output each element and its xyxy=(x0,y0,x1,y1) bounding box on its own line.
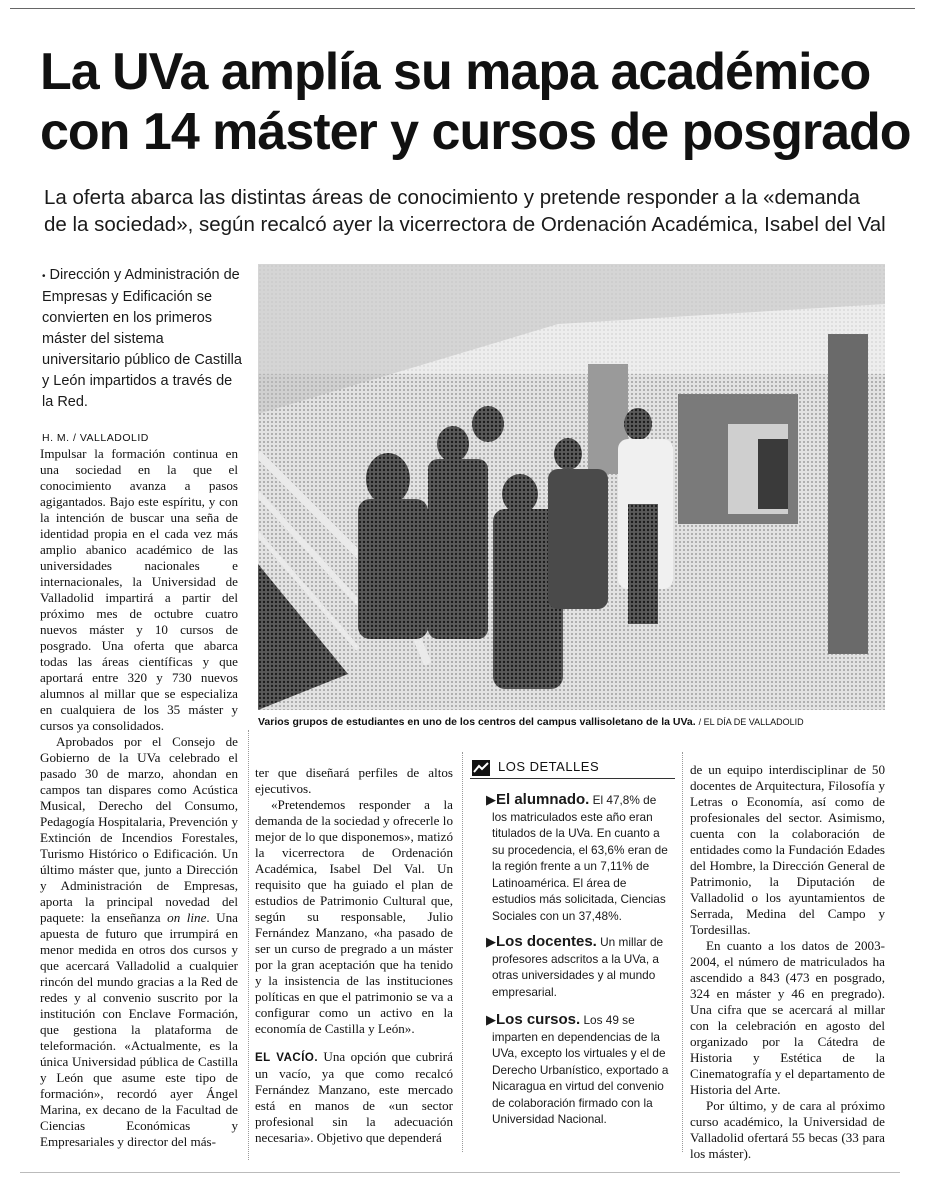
sidebox-item-lead: El alumnado. xyxy=(496,791,590,808)
sidebox-item-alumnado xyxy=(486,791,672,924)
caption-text: Varios grupos de estudiantes en uno de los centros del campus vallisoletano de la UVa. xyxy=(258,716,696,728)
sidebox-title: LOS DETALLES xyxy=(498,759,600,774)
arrow-icon: ▶ xyxy=(486,934,496,949)
article-photo xyxy=(258,264,885,710)
section-kicker: EL VACÍO. xyxy=(255,1052,319,1064)
paragraph-2 xyxy=(40,734,238,1150)
sidebox-item-cursos xyxy=(486,1011,672,1128)
column-2-paragraph-3-text: Una opción que cubrirá un vacío, ya que como recalcó Fernández Manzano, este mercado está en manos de «un sector profesional sin la adecuación necesaria». Objetivo que dependerá xyxy=(255,1049,453,1145)
online-emphasis: on line xyxy=(167,910,207,925)
intro-summary xyxy=(42,265,242,413)
bottom-rule xyxy=(20,1172,900,1173)
photo-caption xyxy=(258,716,804,728)
sidebox-item-text: Los 49 se imparten en dependencias de la UVa, excepto los virtuales y el de Derecho Urbanístico, exportado a Nicaragua en virtud del convenio de colaboración firmado con la Universidad Nacional. xyxy=(492,1013,669,1126)
column-divider xyxy=(462,752,463,1152)
column-divider xyxy=(248,730,249,1160)
column-4-paragraph-2: En cuanto a los datos de 2003-2004, el número de matriculados ha ascendido a 843 (473 en posgrado, 324 en máster y 46 en pregrado). Una cifra que se acercará al millar con la celebración en agosto del organizado por la Cátedra de Historia y Estética de la Cinematografía y el departamento de Historia del Arte. xyxy=(690,938,885,1097)
intro-text: Dirección y Administración de Empresas y Edificación se convierten en los primeros máster del sistema universitario público de Castilla y León impartidos a través de la Red. xyxy=(42,267,242,410)
paragraph-1: Impulsar la formación continua en una sociedad en la que el conocimiento avanza a pasos agigantados. Bajo este espíritu, y con la intención de buscar una seña de identidad propia en el cada vez más amplio abanico académico de las universidades nacionales e internacionales, la Universidad de Valladolid impartirá a partir del próximo mes de octubre cuatro nuevos máster y 10 cursos de posgrado. Una oferta que abarca todas las áreas científicas y que aportará entre 320 y 730 nuevos alumnos al millar que se especializa en cualquiera de los 35 máster y cursos ya consolidados. xyxy=(40,446,238,733)
column-2-paragraph-2: «Pretendemos responder a la demanda de la sociedad y ofrecerle lo mejor de lo que disponemos», matizó la vicerrectora de Ordenación Académica, Isabel Del Val. Un requisito que ha guiado el plan de estudios de Patrimonio Cultural que, según su responsable, Julio Fernández Manzano, «ha pasado de ser un curso de pregrado a un máster por la gran aceptación que ha tenido y la insistencia de las instituciones políticas en que el patrimonio se va a configurar como un activo en la economía de Castilla y León». xyxy=(255,797,453,1036)
headline-line-2: con 14 máster y cursos de posgrado xyxy=(40,103,911,161)
article-column-1-bottom xyxy=(40,734,238,1150)
paragraph-2-part-a: Aprobados por el Consejo de Gobierno de la UVa celebrado el pasado 30 de marzo, ahondan en campos tan dispares como Acústica Musical, Derecho del Consumo, Pedagogía Hospitalaria, Prevención y Extinción de Incendios Forestales, Turismo Histórico o Edificación. Un último máster que, junto a Dirección y Administración de Empresas, aporta la principal novedad del paquete: la enseñanza xyxy=(40,734,238,925)
students-photo-illustration xyxy=(258,264,885,710)
article-column-4 xyxy=(690,762,885,1162)
intro-bullet: • xyxy=(42,271,46,282)
sidebox-item-text: Un millar de profesores adscritos a la UVa, a otras universidades y al mundo empresarial. xyxy=(492,935,664,999)
sidebox-header xyxy=(470,758,675,779)
details-sidebox xyxy=(470,758,675,1143)
column-2-paragraph-3 xyxy=(255,1049,453,1146)
sidebox-item-lead: Los cursos. xyxy=(496,1011,581,1028)
column-divider xyxy=(682,752,683,1152)
sidebox-item-lead: Los docentes. xyxy=(496,933,597,950)
trend-chart-icon xyxy=(472,760,490,776)
subheadline-line-2: de la sociedad», según recalcó ayer la vicerrectora de Ordenación Académica, Isabel del Val xyxy=(44,213,886,236)
column-4-paragraph-3: Por último, y de cara al próximo curso académico, la Universidad de Valladolid ofertará 55 becas (33 para los máster). xyxy=(690,1098,885,1161)
arrow-icon: ▶ xyxy=(486,792,496,807)
arrow-icon: ▶ xyxy=(486,1012,496,1027)
sidebox-item-docentes xyxy=(486,933,672,1000)
sidebox-item-text: El 47,8% de los matriculados este año eran titulados de la UVa. En cuanto a su procedencia, el 63,6% eran de la región frente a un 7,11% de Latinoamérica. El área de estudios más solicitada, Ciencias Sociales con un 37,48%. xyxy=(492,793,668,923)
subheadline-line-1: La oferta abarca las distintas áreas de conocimiento y pretende responder a la «demanda xyxy=(44,186,860,209)
headline-line-1: La UVa amplía su mapa académico xyxy=(40,43,871,101)
photo-credit: / EL DÍA DE VALLADOLID xyxy=(698,717,804,727)
article-column-2 xyxy=(255,765,453,1146)
column-4-paragraph-1: de un equipo interdisciplinar de 50 docentes de Arquitectura, Filosofía y Letras o Economía, así como de profesionales del sector. Asimismo, cuenta con la colaboración de entidades como la Fundación Edades del Hombre, la Dirección General de Patrimonio, la Diputación de Valladolid o los ayuntamientos de Serrada, Medina del Campo y Tordesillas. xyxy=(690,762,885,937)
top-rule xyxy=(10,8,915,9)
paragraph-2-part-b: . Una apuesta de futuro que irrumpirá en menor medida en otros dos cursos y que acercará Valladolid a cualquier rincón del mundo gracias a la Red de redes y al convenio suscrito por la institución con Enclave Formación, que gestiona la plataforma de teleformación. «Actualmente, es la única Universidad pública de Castilla y León que asume este tipo de formación», recordó ayer Ángel Marina, ex decano de la Facultad de Ciencias Económicas y Empresariales y director del más- xyxy=(40,910,238,1149)
byline: H. M. / VALLADOLID xyxy=(42,432,149,444)
column-2-paragraph-1: ter que diseñará perfiles de altos ejecutivos. xyxy=(255,765,453,796)
article-column-1-top xyxy=(40,446,238,734)
